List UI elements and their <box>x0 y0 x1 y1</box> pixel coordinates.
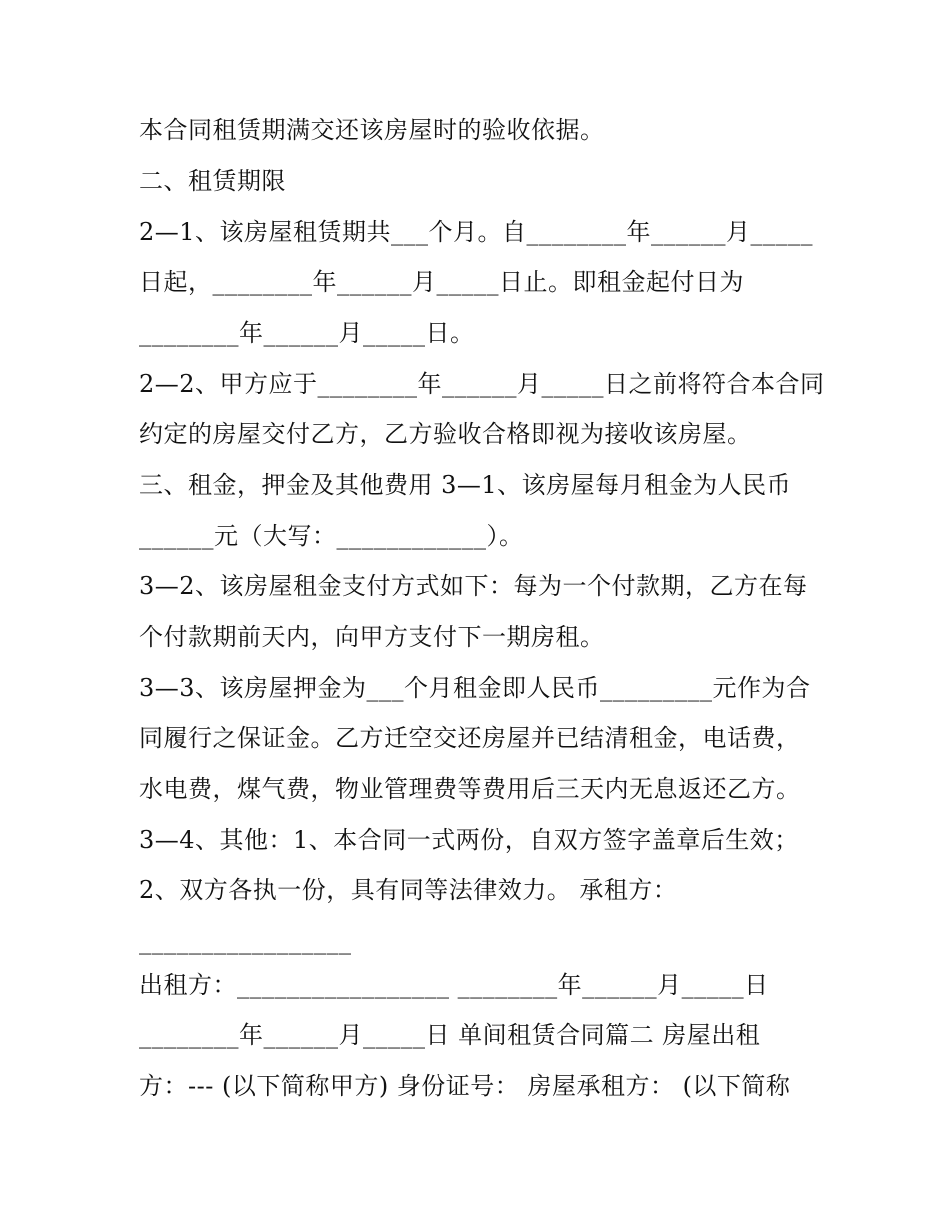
text-line: 日起，________年______月_____日止。即租金起付日为 <box>139 268 744 296</box>
text-line: 水电费，煤气费，物业管理费等费用后三天内无息返还乙方。 <box>139 775 801 803</box>
text-line: 同履行之保证金。乙方迁空交还房屋并已结清租金，电话费， <box>139 724 801 752</box>
text-line-landlord: 出租方：_________________ ________年______月_____日 <box>139 971 769 999</box>
text-line: 方：--- (以下简称甲方) 身份证号： 房屋承租方： (以下简称 <box>139 1072 791 1100</box>
text-line: 个付款期前天内，向甲方支付下一期房租。 <box>139 623 605 651</box>
text-line: ______元（大写：____________）。 <box>139 522 524 550</box>
text-line: 3—2、该房屋租金支付方式如下：每为一个付款期，乙方在每 <box>139 572 808 600</box>
text-line: 2—2、甲方应于________年______月_____日之前将符合本合同 <box>139 370 825 398</box>
text-line: 本合同租赁期满交还该房屋时的验收依据。 <box>139 116 605 144</box>
text-line: 约定的房屋交付乙方，乙方验收合格即视为接收该房屋。 <box>139 420 752 448</box>
section-heading: 二、租赁期限 <box>139 167 286 195</box>
text-line: 3—3、该房屋押金为___个月租金即人民币_________元作为合 <box>139 674 811 702</box>
text-line: 2—1、该房屋租赁期共___个月。自________年______月_____ <box>139 218 814 246</box>
signature-blank-tenant: _________________ <box>139 927 352 955</box>
text-line: 2、双方各执一份，具有同等法律效力。 承租方： <box>139 876 678 904</box>
section-heading: 三、租金，押金及其他费用 3—1、该房屋每月租金为人民币 <box>139 471 792 499</box>
text-line: ________年______月_____日 单间租赁合同篇二 房屋出租 <box>139 1021 761 1049</box>
text-line: 3—4、其他：1、本合同一式两份，自双方签字盖章后生效； <box>139 826 799 854</box>
text-line: ________年______月_____日。 <box>139 319 475 347</box>
